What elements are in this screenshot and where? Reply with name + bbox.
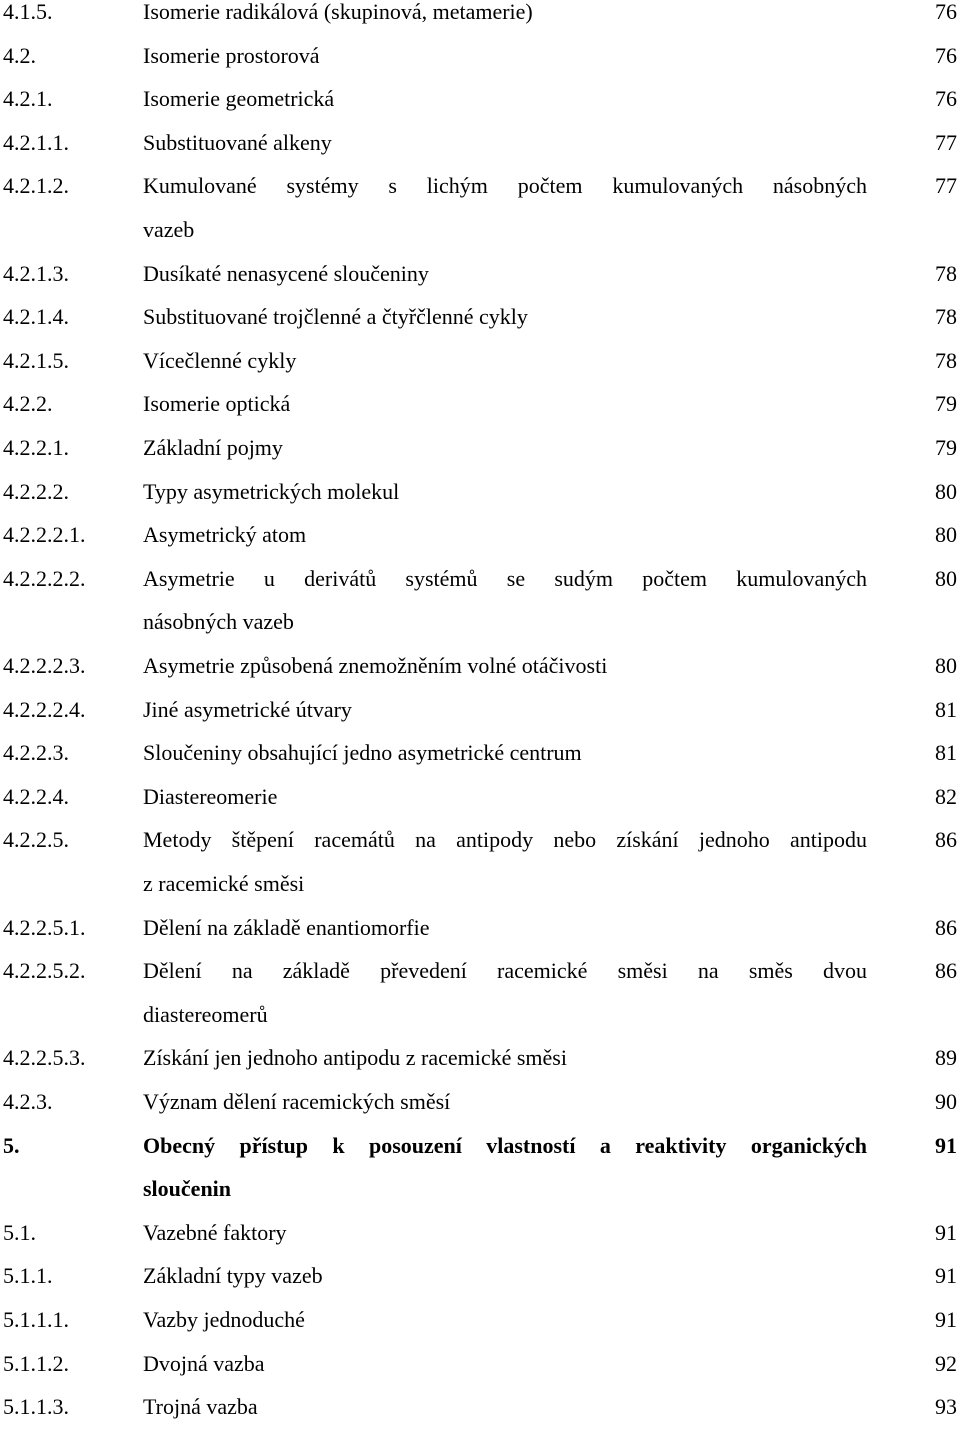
toc-entry-title: Jiné asymetrické útvary xyxy=(143,696,352,722)
toc-entry-title: Získání jen jednoho antipodu z racemické směsi xyxy=(143,1045,567,1071)
toc-entry-page-number: 77 xyxy=(935,173,957,199)
toc-entry-page-number: 91 xyxy=(935,1263,957,1289)
toc-entry-title: Sloučeniny obsahující jedno asymetrické centrum xyxy=(143,740,582,766)
toc-entry-page-number: 93 xyxy=(935,1394,957,1420)
toc-entry-title: Trojná vazba xyxy=(143,1394,258,1420)
toc-entry-page-number: 80 xyxy=(935,653,957,678)
toc-entry-title: sloučenin xyxy=(143,1176,232,1202)
toc-entry-title: Diastereomerie xyxy=(143,783,278,809)
toc-entry-title: Metody štěpení racemátů na antipody nebo získání jednoho antipodu xyxy=(143,827,867,853)
toc-entry-title: Substituované alkeny xyxy=(143,129,332,155)
toc-entry-number: 4.2.2. xyxy=(3,391,53,417)
toc-entry-title: Typy asymetrických molekul xyxy=(143,478,400,504)
toc-entry-title: Dělení na základě převedení racemické směsi na směs dvou xyxy=(143,958,867,984)
toc-entry-page-number: 80 xyxy=(935,565,957,591)
toc-entry-number: 4.2.2.2. xyxy=(3,478,69,504)
toc-entry-page-number: 92 xyxy=(935,1350,957,1376)
toc-entry-number: 4.2.2.2.2. xyxy=(3,565,86,591)
toc-entry-page-number: 78 xyxy=(935,304,957,330)
toc-entry-title: Asymetrický atom xyxy=(143,522,307,548)
toc-entry-page-number: 91 xyxy=(935,1132,957,1158)
toc-entry-number: 4.2.2.4. xyxy=(3,783,69,809)
toc-entry-number: 4.2.2.2.1. xyxy=(3,522,86,548)
toc-entry-number: 5.1.1.1. xyxy=(3,1307,69,1332)
toc-entry-title: Základní typy vazeb xyxy=(143,1263,323,1289)
toc-entry-page-number: 86 xyxy=(935,914,957,940)
toc-entry-number: 4.2.1.1. xyxy=(3,129,69,155)
toc-entry-title: Isomerie optická xyxy=(143,391,291,417)
toc-entry-title: násobných vazeb xyxy=(143,609,294,635)
toc-entry-number: 4.2.2.3. xyxy=(3,740,69,766)
toc-entry-page-number: 79 xyxy=(935,391,957,417)
toc-entry-page-number: 90 xyxy=(935,1089,957,1114)
toc-entry-page-number: 76 xyxy=(935,86,957,112)
toc-entry-number: 4.2.1.5. xyxy=(3,347,69,373)
toc-entry-number: 4.2.2.2.4. xyxy=(3,696,86,722)
toc-entry-page-number: 91 xyxy=(935,1219,957,1245)
toc-entry-title: Isomerie geometrická xyxy=(143,86,335,112)
toc-entry-number: 5.1. xyxy=(3,1219,36,1245)
toc-entry-title: Dusíkaté nenasycené sloučeniny xyxy=(143,260,429,286)
toc-entry-title: Asymetrie u derivátů systémů se sudým počtem kumulovaných xyxy=(143,565,867,591)
toc-entry-page-number: 86 xyxy=(935,827,957,853)
toc-entry-page-number: 80 xyxy=(935,522,957,548)
toc-entry-page-number: 81 xyxy=(935,740,957,766)
toc-entry-number: 5.1.1.3. xyxy=(3,1394,69,1420)
toc-entry-number: 4.2.2.5. xyxy=(3,827,69,853)
toc-entry-number: 4.2.3. xyxy=(3,1089,53,1114)
toc-entry-page-number: 80 xyxy=(935,478,957,504)
toc-entry-number: 4.2.1.2. xyxy=(3,173,69,199)
toc-entry-title: Vazebné faktory xyxy=(143,1219,287,1245)
toc-entry-title: z racemické směsi xyxy=(143,871,305,896)
toc-entry-page-number: 86 xyxy=(935,958,957,984)
toc-entry-number: 4.2.2.1. xyxy=(3,435,69,460)
toc-entry-title: Kumulované systémy s lichým počtem kumulovaných násobných xyxy=(143,173,867,199)
toc-entry-number: 4.2.1. xyxy=(3,86,53,112)
toc-entry-title: Vazby jednoduché xyxy=(143,1307,305,1332)
toc-entry-title: vazeb xyxy=(143,217,195,242)
toc-entry-page-number: 78 xyxy=(935,260,957,286)
toc-entry-number: 4.2.1.4. xyxy=(3,304,69,330)
toc-entry-title: diastereomerů xyxy=(143,1001,268,1027)
toc-entry-number: 4.1.5. xyxy=(3,0,53,24)
toc-entry-title: Obecný přístup k posouzení vlastností a reaktivity organických xyxy=(143,1132,867,1158)
toc-entry-page-number: 81 xyxy=(935,696,957,722)
toc-entry-number: 5.1.1. xyxy=(3,1263,53,1289)
toc-entry-number: 4.2. xyxy=(3,42,36,68)
toc-entry-title: Význam dělení racemických směsí xyxy=(143,1089,451,1114)
toc-entry-page-number: 78 xyxy=(935,347,957,373)
toc-entry-number: 5.1.1.2. xyxy=(3,1350,69,1376)
toc-entry-page-number: 82 xyxy=(935,783,957,809)
toc-entry-title: Dělení na základě enantiomorfie xyxy=(143,914,430,940)
toc-entry-number: 4.2.2.5.3. xyxy=(3,1045,86,1071)
toc-entry-page-number: 76 xyxy=(935,42,957,68)
toc-entry-number: 4.2.2.2.3. xyxy=(3,653,86,678)
toc-entry-title: Isomerie radikálová (skupinová, metamerie) xyxy=(143,0,533,24)
toc-entry-title: Isomerie prostorová xyxy=(143,42,320,68)
toc-entry-title: Dvojná vazba xyxy=(143,1350,265,1376)
toc-entry-page-number: 91 xyxy=(935,1307,957,1332)
toc-entry-number: 5. xyxy=(3,1132,20,1158)
toc-entry-title: Vícečlenné cykly xyxy=(143,347,297,373)
toc-entry-number: 4.2.2.5.1. xyxy=(3,914,86,940)
toc-entry-number: 4.2.1.3. xyxy=(3,260,69,286)
toc-entry-page-number: 77 xyxy=(935,129,957,155)
toc-entry-number: 4.2.2.5.2. xyxy=(3,958,86,984)
toc-entry-title: Substituované trojčlenné a čtyřčlenné cykly xyxy=(143,304,528,330)
toc-entry-page-number: 79 xyxy=(935,435,957,460)
toc-entry-title: Základní pojmy xyxy=(143,435,283,460)
toc-entry-page-number: 89 xyxy=(935,1045,957,1071)
toc-entry-page-number: 76 xyxy=(935,0,957,24)
toc-entry-title: Asymetrie způsobená znemožněním volné otáčivosti xyxy=(143,653,608,678)
